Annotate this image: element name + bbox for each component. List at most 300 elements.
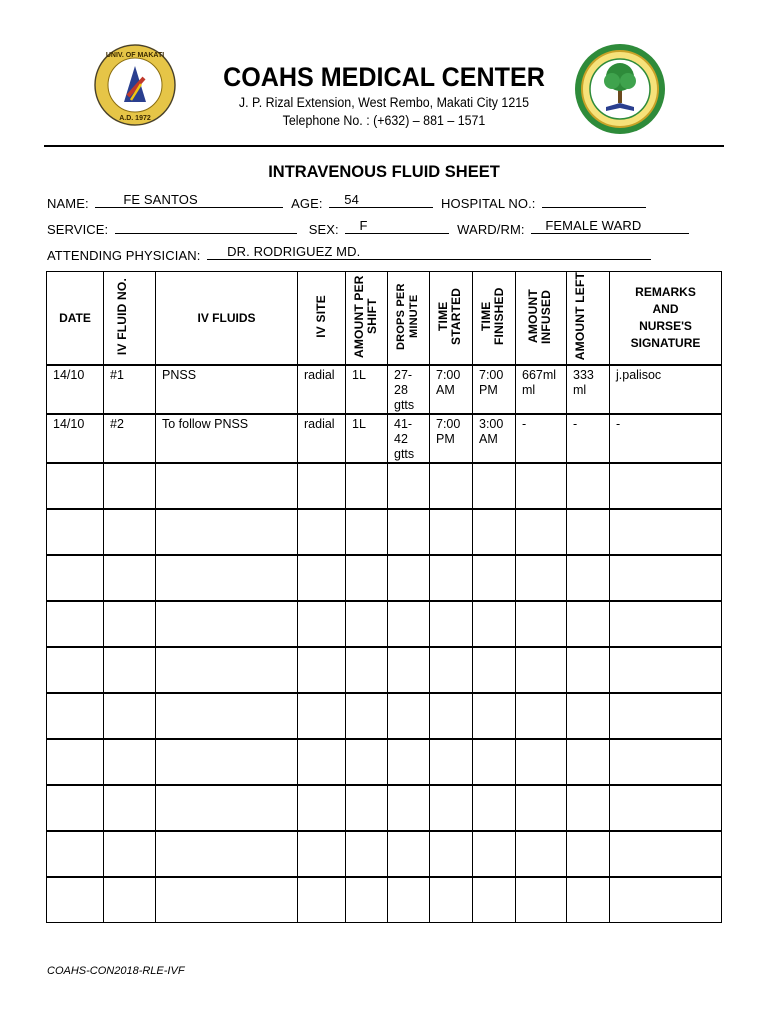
cell-text (567, 602, 609, 604)
table-cell[interactable] (298, 693, 346, 739)
table-cell[interactable] (388, 693, 430, 739)
cell-text (567, 878, 609, 880)
table-row (47, 509, 722, 555)
column-header-amount-per-shift: AMOUNT PER SHIFT (346, 272, 388, 366)
cell-text (104, 602, 155, 604)
table-cell[interactable] (430, 785, 473, 831)
table-cell[interactable] (47, 601, 104, 647)
table-cell[interactable] (610, 785, 722, 831)
column-header-amount-infused: AMOUNT INFUSED (516, 272, 567, 366)
table-cell[interactable] (430, 365, 473, 414)
table-cell[interactable] (567, 555, 610, 601)
cell-text (346, 648, 387, 650)
cell-text: 14/10 (53, 368, 85, 382)
table-cell[interactable] (516, 414, 567, 463)
table-cell[interactable] (516, 365, 567, 414)
cell-text (610, 510, 721, 512)
table-cell[interactable] (430, 647, 473, 693)
cell-text: 7:00 PM (479, 368, 504, 397)
cell-text: radial (304, 368, 335, 382)
table-cell[interactable] (567, 601, 610, 647)
table-cell[interactable] (156, 365, 298, 414)
table-cell[interactable] (47, 877, 104, 923)
cell-text (567, 786, 609, 788)
cell-text (516, 556, 566, 558)
table-cell[interactable] (610, 647, 722, 693)
table-cell[interactable] (516, 601, 567, 647)
cell-text (104, 648, 155, 650)
table-cell[interactable] (610, 601, 722, 647)
table-cell[interactable] (567, 785, 610, 831)
cell-text (104, 786, 155, 788)
organization-name: COAHS MEDICAL CENTER (223, 62, 545, 92)
table-cell[interactable] (388, 414, 430, 463)
cell-text (298, 832, 345, 834)
cell-text (516, 648, 566, 650)
cell-text (156, 648, 297, 650)
cell-text: PNSS (162, 368, 197, 382)
table-cell[interactable] (430, 601, 473, 647)
organization-telephone: Telephone No. : (+632) – 881 – 1571 (282, 113, 486, 128)
cell-text (516, 694, 566, 696)
table-cell[interactable] (298, 647, 346, 693)
table-cell[interactable] (346, 365, 388, 414)
table-cell[interactable] (567, 414, 610, 463)
cell-text (298, 648, 345, 650)
table-cell[interactable] (156, 739, 298, 785)
physician-value: DR. RODRIGUEZ MD. (227, 244, 361, 259)
cell-text (516, 602, 566, 604)
table-cell[interactable] (388, 555, 430, 601)
cell-text (430, 740, 472, 742)
table-cell[interactable] (104, 693, 156, 739)
cell-text (346, 740, 387, 742)
cell-text (388, 510, 429, 512)
table-cell[interactable] (388, 647, 430, 693)
physician-label: ATTENDING PHYSICIAN: (47, 248, 201, 263)
cell-text (610, 556, 721, 558)
cell-text: 3:00 AM (479, 417, 504, 446)
table-cell[interactable] (298, 601, 346, 647)
cell-text (388, 878, 429, 880)
cell-text (346, 786, 387, 788)
table-cell[interactable] (430, 414, 473, 463)
name-field[interactable] (95, 193, 283, 208)
table-cell[interactable] (104, 414, 156, 463)
cell-text (567, 694, 609, 696)
column-header-remarks: REMARKS AND NURSE'S SIGNATURE (610, 272, 722, 366)
table-cell[interactable] (473, 877, 516, 923)
table-cell[interactable] (610, 365, 722, 414)
cell-text (473, 556, 515, 558)
table-cell[interactable] (388, 463, 430, 509)
table-cell[interactable] (346, 414, 388, 463)
table-cell[interactable] (298, 365, 346, 414)
table-cell[interactable] (47, 693, 104, 739)
table-cell[interactable] (298, 414, 346, 463)
table-cell[interactable] (104, 555, 156, 601)
table-cell[interactable] (567, 365, 610, 414)
cell-text (430, 694, 472, 696)
column-header-amount-left: AMOUNT LEFT (567, 272, 610, 366)
cell-text (430, 878, 472, 880)
table-cell[interactable] (346, 601, 388, 647)
table-cell[interactable] (388, 365, 430, 414)
table-cell[interactable] (156, 555, 298, 601)
cell-text (610, 464, 721, 466)
cell-text (47, 832, 103, 834)
table-cell[interactable] (567, 831, 610, 877)
table-cell[interactable] (473, 463, 516, 509)
table-cell[interactable] (430, 831, 473, 877)
iv-fluid-table (46, 271, 722, 923)
cell-text: #2 (110, 417, 124, 431)
table-cell[interactable] (47, 785, 104, 831)
table-cell[interactable] (104, 365, 156, 414)
table-cell[interactable] (346, 463, 388, 509)
table-cell[interactable] (298, 509, 346, 555)
table-cell[interactable] (104, 463, 156, 509)
table-cell[interactable] (430, 555, 473, 601)
cell-text (298, 602, 345, 604)
table-cell[interactable] (388, 785, 430, 831)
table-cell[interactable] (516, 509, 567, 555)
cell-text (104, 556, 155, 558)
table-cell[interactable] (473, 785, 516, 831)
table-cell[interactable] (156, 414, 298, 463)
cell-text: 7:00 PM (436, 417, 461, 446)
cell-text: 667ml ml (522, 368, 557, 397)
table-cell[interactable] (346, 555, 388, 601)
name-label: NAME: (47, 196, 89, 211)
table-cell[interactable] (156, 463, 298, 509)
cell-text (298, 510, 345, 512)
table-cell[interactable] (346, 693, 388, 739)
ward-value: FEMALE WARD (545, 218, 642, 233)
cell-text (473, 832, 515, 834)
table-cell[interactable] (430, 463, 473, 509)
column-header-time-started: TIME STARTED (430, 272, 473, 366)
cell-text (104, 464, 155, 466)
name-value: FE SANTOS (123, 192, 198, 207)
cell-text (516, 510, 566, 512)
cell-text: j.palisoc (616, 368, 662, 382)
cell-text (104, 694, 155, 696)
cell-text (47, 510, 103, 512)
table-cell[interactable] (430, 509, 473, 555)
table-row (47, 365, 722, 414)
cell-text (473, 740, 515, 742)
cell-text (388, 832, 429, 834)
table-cell[interactable] (47, 414, 104, 463)
table-cell[interactable] (298, 739, 346, 785)
cell-text (473, 786, 515, 788)
table-header-row (47, 272, 722, 366)
table-cell[interactable] (47, 463, 104, 509)
cell-text (567, 832, 609, 834)
patient-info-line-3 (47, 245, 651, 263)
cell-text (610, 740, 721, 742)
table-cell[interactable] (473, 555, 516, 601)
cell-text (567, 464, 609, 466)
cell-text (473, 464, 515, 466)
table-cell[interactable] (610, 509, 722, 555)
cell-text (567, 556, 609, 558)
table-cell[interactable] (346, 877, 388, 923)
cell-text (298, 786, 345, 788)
table-cell[interactable] (298, 555, 346, 601)
table-cell[interactable] (516, 785, 567, 831)
table-cell[interactable] (47, 555, 104, 601)
svg-text:UNIV. OF MAKATI: UNIV. OF MAKATI (105, 52, 165, 59)
table-cell[interactable] (104, 509, 156, 555)
table-cell[interactable] (430, 739, 473, 785)
cell-text (473, 878, 515, 880)
age-label: AGE: (291, 196, 323, 211)
physician-field[interactable] (207, 245, 651, 260)
table-cell[interactable] (610, 831, 722, 877)
cell-text (610, 694, 721, 696)
patient-info-line-2 (47, 219, 689, 237)
cell-text (473, 648, 515, 650)
table-cell[interactable] (298, 785, 346, 831)
cell-text (156, 602, 297, 604)
table-cell[interactable] (473, 365, 516, 414)
table-cell[interactable] (516, 647, 567, 693)
table-cell[interactable] (610, 739, 722, 785)
header-title-block (184, 60, 584, 130)
table-cell[interactable] (473, 831, 516, 877)
table-cell[interactable] (47, 647, 104, 693)
cell-text (47, 740, 103, 742)
column-header-time-finished: TIME FINISHED (473, 272, 516, 366)
table-cell[interactable] (516, 463, 567, 509)
table-cell[interactable] (516, 739, 567, 785)
age-field[interactable] (329, 193, 433, 208)
column-header-iv-site: IV SITE (298, 272, 346, 366)
table-cell[interactable] (388, 877, 430, 923)
table-cell[interactable] (156, 877, 298, 923)
university-of-makati-seal-icon (94, 44, 176, 126)
table-cell[interactable] (516, 693, 567, 739)
cell-text (298, 740, 345, 742)
table-row (47, 693, 722, 739)
table-cell[interactable] (473, 509, 516, 555)
table-cell[interactable] (473, 647, 516, 693)
cell-text (298, 694, 345, 696)
cell-text (610, 602, 721, 604)
table-row (47, 739, 722, 785)
cell-text (610, 786, 721, 788)
table-cell[interactable] (388, 831, 430, 877)
cell-text (47, 556, 103, 558)
table-cell[interactable] (610, 555, 722, 601)
table-cell[interactable] (104, 647, 156, 693)
cell-text (298, 878, 345, 880)
cell-text (610, 832, 721, 834)
cell-text (346, 602, 387, 604)
table-cell[interactable] (473, 693, 516, 739)
table-cell[interactable] (47, 831, 104, 877)
column-header-date: DATE (47, 272, 104, 366)
table-cell[interactable] (156, 785, 298, 831)
table-cell[interactable] (610, 414, 722, 463)
sex-field[interactable] (345, 219, 449, 234)
cell-text (47, 464, 103, 466)
college-of-allied-health-studies-seal-icon (574, 43, 666, 135)
table-row (47, 414, 722, 463)
cell-text: 14/10 (53, 417, 85, 431)
table-cell[interactable] (516, 831, 567, 877)
cell-text (567, 648, 609, 650)
cell-text (610, 648, 721, 650)
service-field[interactable] (115, 219, 297, 234)
cell-text (516, 878, 566, 880)
table-row (47, 831, 722, 877)
table-cell[interactable] (610, 877, 722, 923)
table-cell[interactable] (156, 509, 298, 555)
table-cell[interactable] (516, 877, 567, 923)
cell-text (516, 740, 566, 742)
table-cell[interactable] (610, 463, 722, 509)
cell-text (104, 878, 155, 880)
hospital-no-field[interactable] (542, 193, 646, 208)
hospital-no-label: HOSPITAL NO.: (441, 196, 536, 211)
table-cell[interactable] (156, 693, 298, 739)
column-header-iv-fluids: IV FLUIDS (156, 272, 298, 366)
cell-text: 1L (352, 417, 366, 431)
table-cell[interactable] (346, 647, 388, 693)
table-cell[interactable] (567, 693, 610, 739)
cell-text (346, 464, 387, 466)
table-cell[interactable] (47, 509, 104, 555)
cell-text (473, 694, 515, 696)
table-cell[interactable] (156, 831, 298, 877)
cell-text: - (616, 417, 621, 431)
table-row (47, 785, 722, 831)
cell-text (430, 648, 472, 650)
table-cell[interactable] (156, 601, 298, 647)
cell-text (104, 510, 155, 512)
cell-text (156, 694, 297, 696)
svg-text:A.D. 1972: A.D. 1972 (119, 115, 151, 122)
cell-text (156, 464, 297, 466)
table-cell[interactable] (567, 463, 610, 509)
table-cell[interactable] (430, 693, 473, 739)
sex-value: F (359, 218, 368, 233)
cell-text (156, 740, 297, 742)
table-cell[interactable] (346, 509, 388, 555)
cell-text (156, 786, 297, 788)
table-cell[interactable] (567, 877, 610, 923)
table-cell[interactable] (388, 509, 430, 555)
table-cell[interactable] (473, 601, 516, 647)
header-divider (44, 145, 724, 147)
cell-text (516, 464, 566, 466)
cell-text: 1L (352, 368, 366, 382)
table-cell[interactable] (388, 601, 430, 647)
cell-text (47, 694, 103, 696)
cell-text (346, 694, 387, 696)
cell-text (47, 878, 103, 880)
table-cell[interactable] (567, 739, 610, 785)
table-cell[interactable] (567, 509, 610, 555)
cell-text (388, 740, 429, 742)
cell-text (104, 740, 155, 742)
table-cell[interactable] (346, 785, 388, 831)
cell-text: 333 ml (573, 368, 594, 397)
cell-text (430, 786, 472, 788)
cell-text (388, 694, 429, 696)
table-cell[interactable] (104, 877, 156, 923)
column-header-drops-per-minute: DROPS PER MINUTE (388, 272, 430, 366)
table-cell[interactable] (104, 601, 156, 647)
cell-text: - (522, 417, 527, 431)
cell-text (156, 832, 297, 834)
cell-text (388, 556, 429, 558)
cell-text (516, 832, 566, 834)
cell-text (610, 878, 721, 880)
table-cell[interactable] (430, 877, 473, 923)
ward-label: WARD/RM: (457, 222, 525, 237)
table-cell[interactable] (567, 647, 610, 693)
form-code: COAHS-CON2018-RLE-IVF (47, 965, 185, 977)
sheet-title: INTRAVENOUS FLUID SHEET (268, 163, 500, 181)
table-cell[interactable] (298, 463, 346, 509)
cell-text (47, 648, 103, 650)
table-cell[interactable] (104, 831, 156, 877)
table-row (47, 647, 722, 693)
cell-text: 27-28 gtts (394, 368, 415, 412)
table-cell[interactable] (473, 414, 516, 463)
table-cell[interactable] (47, 365, 104, 414)
cell-text (346, 556, 387, 558)
cell-text (430, 510, 472, 512)
table-cell[interactable] (388, 739, 430, 785)
patient-info-line-1 (47, 193, 646, 211)
cell-text (346, 832, 387, 834)
cell-text (388, 464, 429, 466)
table-cell[interactable] (104, 739, 156, 785)
table-cell[interactable] (47, 739, 104, 785)
cell-text (430, 602, 472, 604)
table-cell[interactable] (610, 693, 722, 739)
cell-text (346, 510, 387, 512)
cell-text: 41-42 gtts (394, 417, 415, 461)
table-cell[interactable] (104, 785, 156, 831)
cell-text: 7:00 AM (436, 368, 461, 397)
ward-field[interactable] (531, 219, 689, 234)
organization-address: J. P. Rizal Extension, West Rembo, Makati City 1215 (238, 95, 530, 110)
cell-text: radial (304, 417, 335, 431)
cell-text: #1 (110, 368, 124, 382)
table-cell[interactable] (298, 877, 346, 923)
table-cell[interactable] (298, 831, 346, 877)
cell-text (47, 602, 103, 604)
table-cell[interactable] (473, 739, 516, 785)
cell-text (388, 648, 429, 650)
table-row (47, 601, 722, 647)
cell-text: - (573, 417, 578, 431)
table-row (47, 463, 722, 509)
cell-text (567, 510, 609, 512)
table-cell[interactable] (156, 647, 298, 693)
table-cell[interactable] (516, 555, 567, 601)
cell-text (298, 556, 345, 558)
table-cell[interactable] (346, 739, 388, 785)
cell-text (473, 510, 515, 512)
table-cell[interactable] (346, 831, 388, 877)
